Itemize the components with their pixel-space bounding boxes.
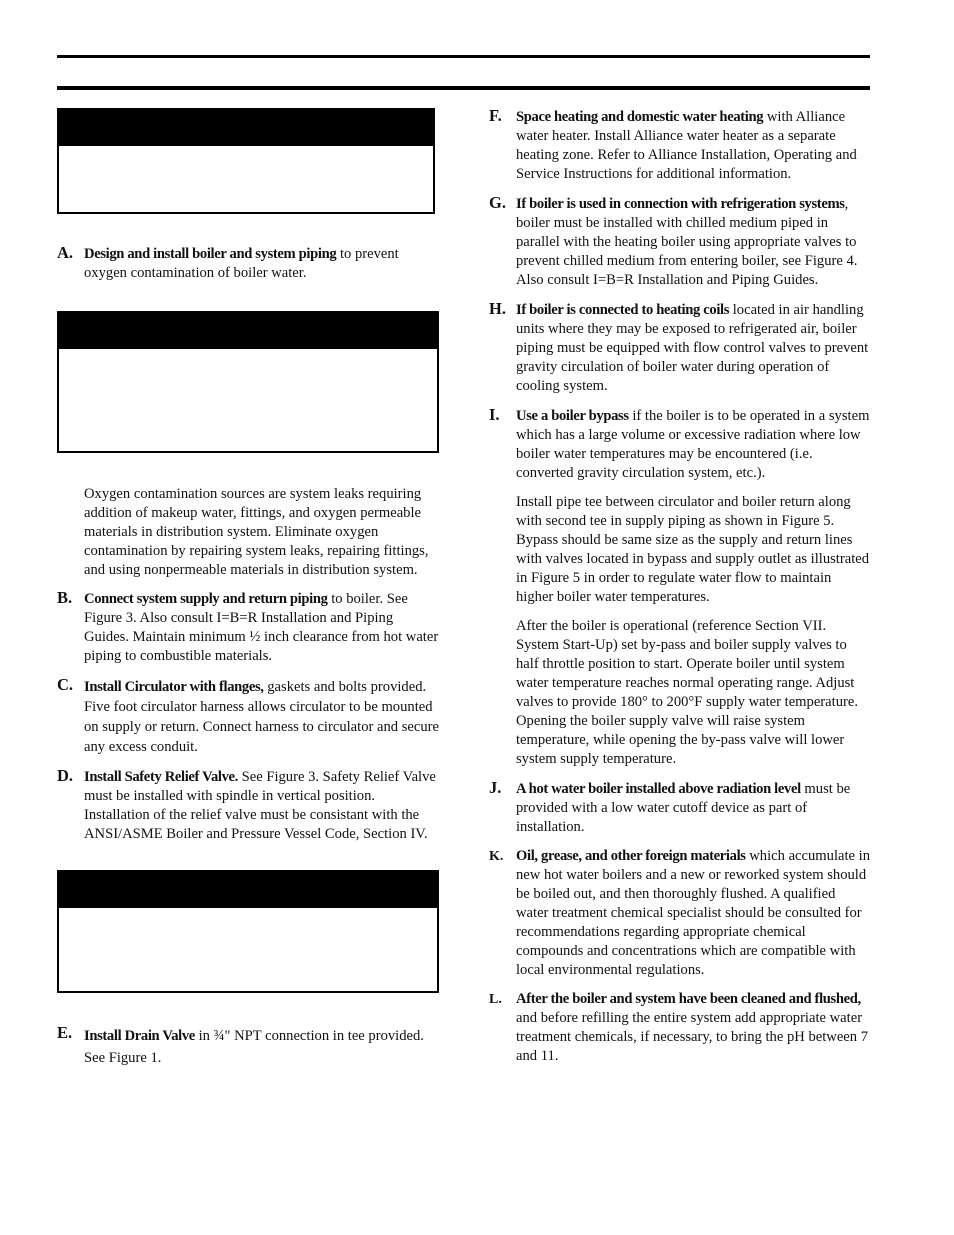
warning-box-2 [57,311,439,453]
step-text: gaskets and bolts provided. Five foot circulator harness allows circulator to be mounted on supply or return. Connect harness to circulator and secure any excess conduit. [84,679,440,755]
step-lead: Oil, grease, and other foreign materials [516,848,746,864]
step-letter: F. [489,106,502,125]
bypass-install-paragraph: Install pipe tee between circulator and boiler return along with second tee in supply piping as shown in Figure 5. Bypass should be same size as the supply and return lines with valves located in bypass and supply outlet as illustrated in Figure 5 in order to regulate water flow to maintain higher boiler water temperatures. [516,494,870,605]
step-letter: H. [489,299,506,318]
step-text: , boiler must be installed with chilled medium piped in parallel with the heating boiler using appropriate valves to prevent chilled medium from entering boiler, see Figure 4. Also consult I=B=R Installation and Piping Guides. [516,196,858,288]
step-l [489,990,871,1066]
oxygen-paragraph: Oxygen contamination sources are system leaks requiring addition of makeup water, fittings, and oxygen permeable materials in distribution system. Eliminate oxygen contamination by repairing system leaks, repairing fittings, and using nonpermeable materials in distribution system. [84,486,429,578]
header-rule-bottom [57,86,870,90]
step-text: must be provided with a low water cutoff device as part of installation. [516,781,851,835]
step-letter: K. [489,849,504,864]
step-b [57,590,439,666]
right-column [489,108,871,1066]
step-a [57,245,439,283]
warning-box-header [59,110,433,146]
step-i [489,407,871,769]
step-lead: After the boiler and system have been cleaned and flushed, [516,991,861,1007]
step-lead: If boiler is used in connection with refrigeration systems [516,196,845,212]
step-c [57,677,439,757]
warning-box-1 [57,108,435,214]
step-lead: Install Safety Relief Valve. [84,769,238,785]
header-rule-top [57,55,870,58]
step-lead: A hot water boiler installed above radiation level [516,781,801,797]
step-h [489,301,871,396]
step-text: and before refilling the entire system add appropriate water treatment chemicals, if necessary, to bring the pH between 7 and 11. [516,1010,869,1064]
step-e [57,1025,439,1069]
step-text: which accumulate in new hot water boilers and a new or reworked system should be boiled out, and then thoroughly flushed. A qualified water treatment chemical specialist should be consulted for recommendations regarding appropriate chemical compounds and concentrations which are compatible with local environmental regulations. [516,848,871,978]
step-letter: J. [489,778,502,797]
step-lead: Install Drain Valve [84,1028,195,1044]
step-letter: I. [489,405,500,424]
step-letter: G. [489,193,506,212]
step-letter: E. [57,1023,73,1042]
warning-box-header [59,313,437,349]
step-text: located in air handling units where they may be exposed to refrigerated air, boiler piping must be equipped with flow control valves to prevent gravity circulation of boiler water during operation of cooling system. [516,302,869,394]
step-g [489,195,871,290]
step-text: to prevent oxygen contamination of boiler water. [84,246,399,281]
step-j [489,780,871,837]
step-lead: Design and install boiler and system piping [84,246,337,262]
step-d [57,768,439,844]
step-letter: C. [57,675,74,694]
step-f [489,108,871,184]
step-k [489,847,871,980]
step-lead: If boiler is connected to heating coils [516,302,730,318]
step-lead: Use a boiler bypass [516,408,629,424]
step-text: to boiler. See Figure 3. Also consult I=B=R Installation and Piping Guides. Maintain minimum ½ inch clearance from hot water piping to combustible materials. [84,591,439,664]
step-lead: Space heating and domestic water heating [516,109,764,125]
step-letter: L. [489,992,502,1007]
step-lead: Connect system supply and return piping [84,591,328,607]
bypass-adjust-paragraph: After the boiler is operational (reference Section VII. System Start-Up) set by-pass and boiler supply valves to half throttle position to start. Operate boiler until system water temperature reaches normal operating range. Adjust valves to provide 180° to 200°F supply water temperature. Opening the boiler supply valve will raise system temperature, while opening the by-pass valve will lower system supply temperature. [516,618,858,767]
step-letter: D. [57,766,74,785]
step-text: if the boiler is to be operated in a system which has a large volume or excessive radiation where low boiler water temperatures may be encountered (i.e. converted gravity circulation system, etc.). [516,408,870,481]
step-lead: Install Circulator with flanges, [84,679,264,695]
step-text: with Alliance water heater. Install Alliance water heater as a separate heating zone. Refer to Alliance Installation, Operating and Service Instructions for additional information. [516,109,857,182]
step-text: in ¾" NPT connection in tee provided. See Figure 1. [84,1028,424,1066]
warning-box-3 [57,870,439,993]
step-text: See Figure 3. Safety Relief Valve must be installed with spindle in vertical position. Installation of the relief valve must be consistant with the ANSI/ASME Boiler and Pressure Vessel Code, Section IV. [84,769,436,842]
warning-box-header [59,872,437,908]
left-column [57,108,439,1069]
step-letter: A. [57,243,74,262]
step-letter: B. [57,588,73,607]
